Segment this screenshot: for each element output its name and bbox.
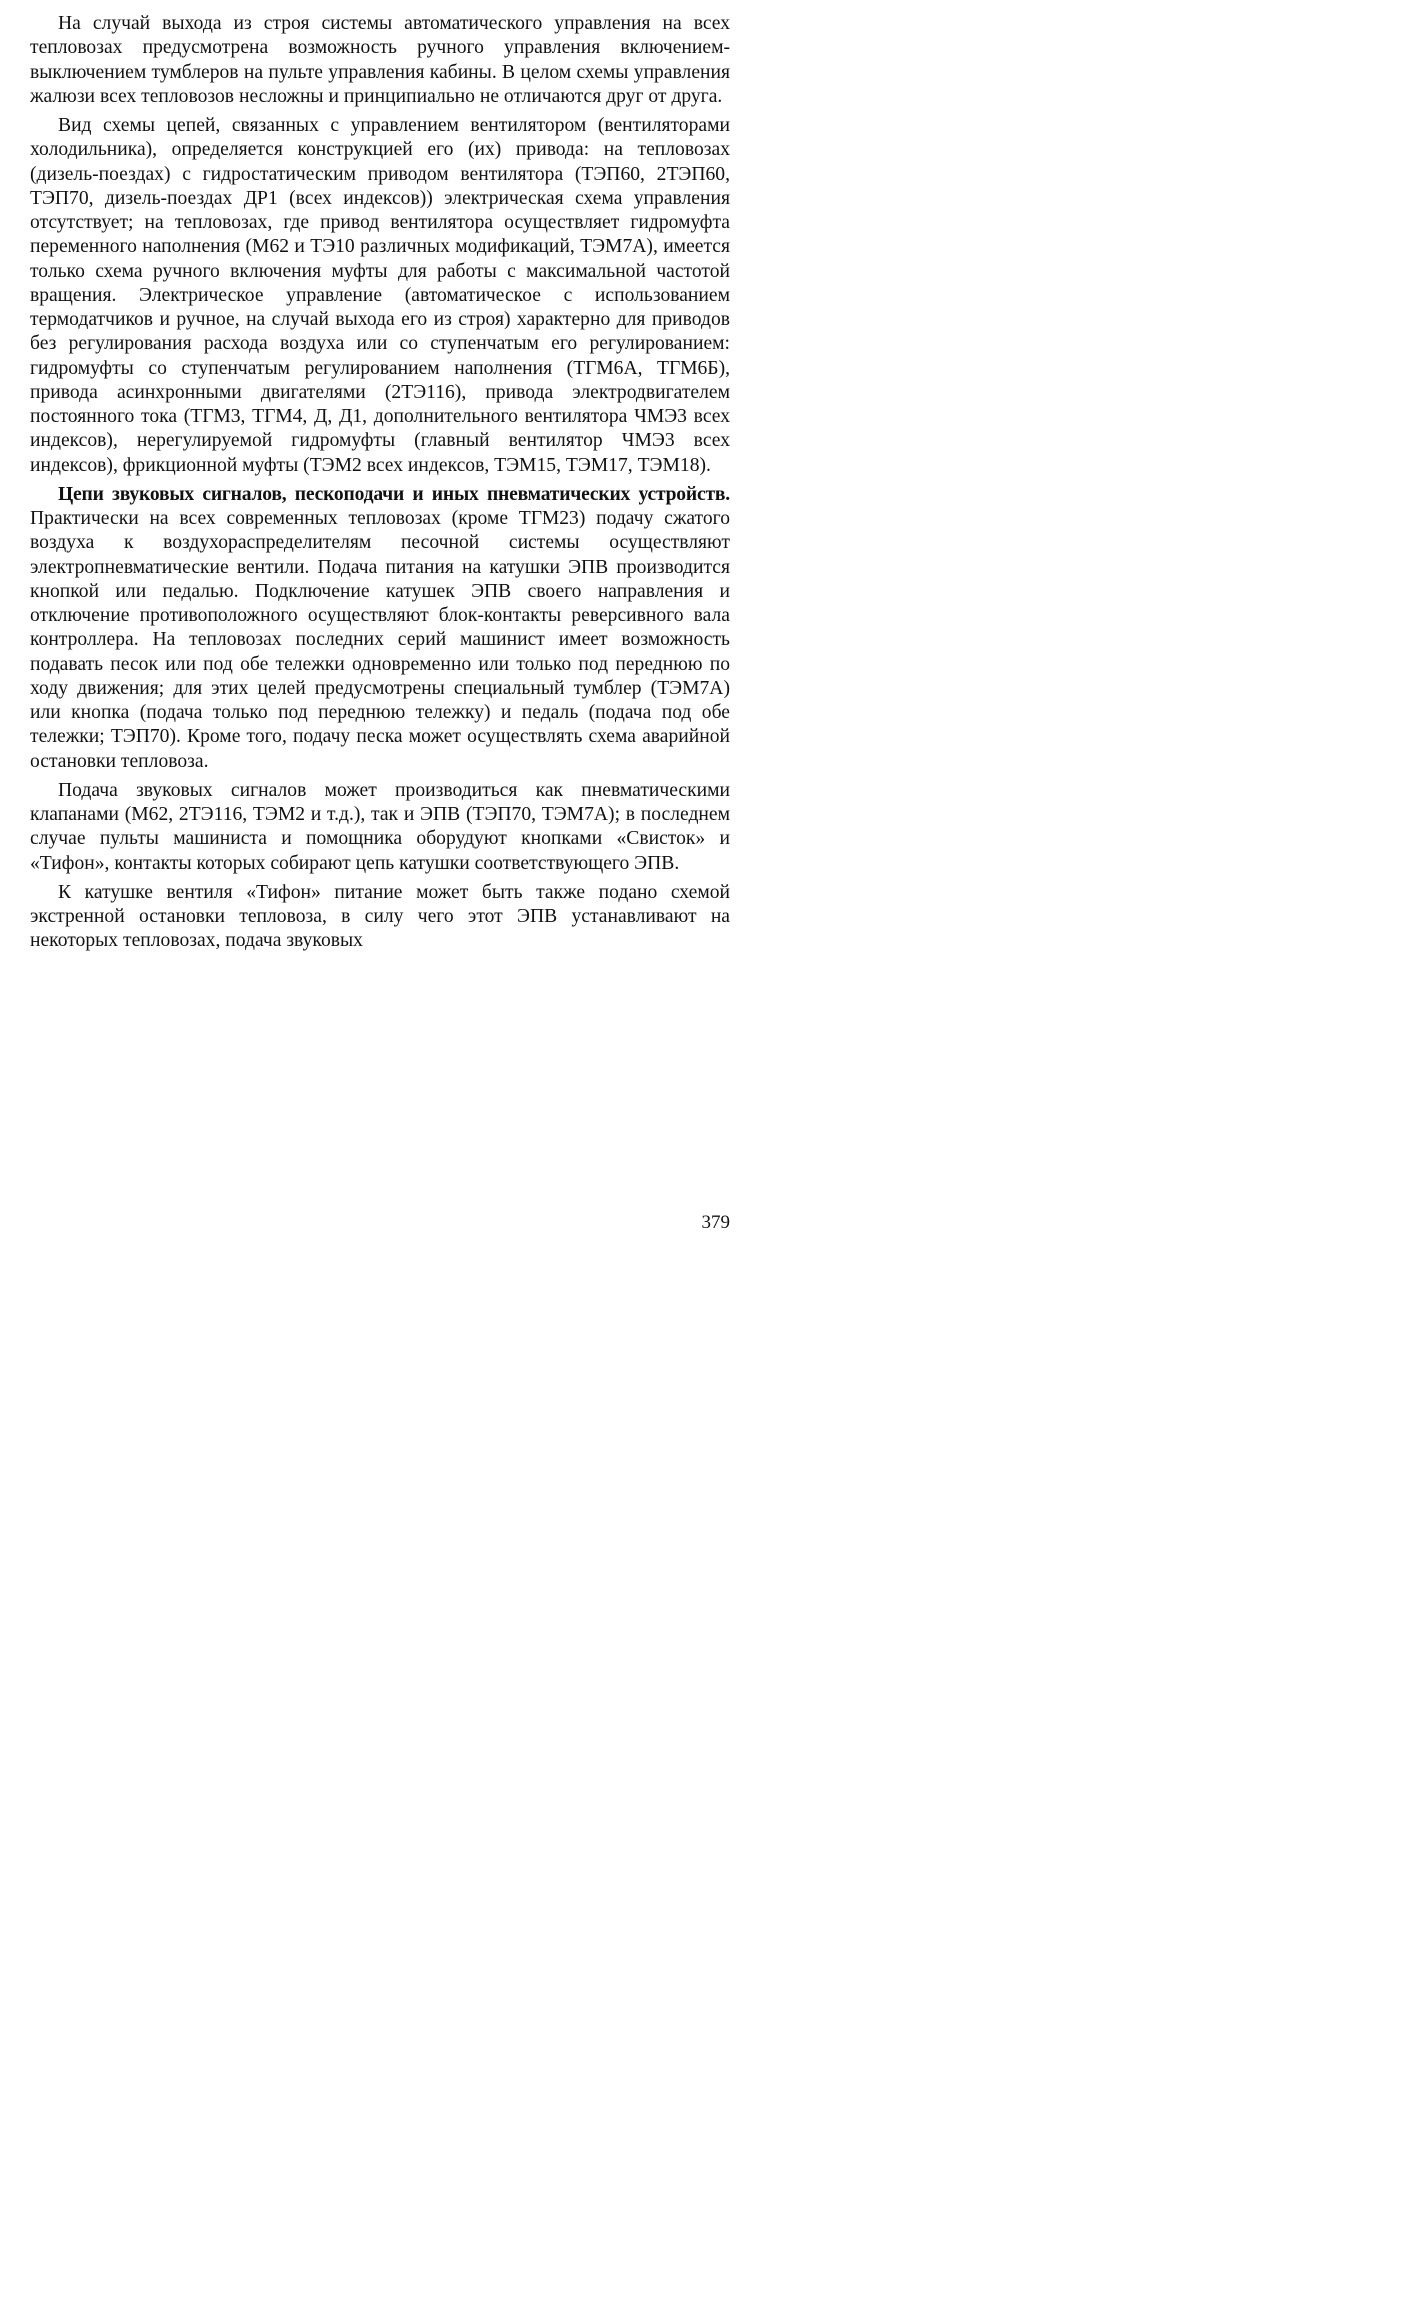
section-heading: Цепи звуковых сигналов, пескоподачи и иных пневматических устройств. bbox=[58, 483, 730, 505]
book-page bbox=[30, 12, 730, 1242]
paragraph-tifon-valve: К катушке вентиля «Тифон» питание может быть также подано схемой экстренной остановки тепловоза, в силу чего этот ЭПВ устанавливают на некоторых тепловозах, подача звуковых bbox=[30, 881, 730, 952]
paragraph-fan-control: Вид схемы цепей, связанных с управлением вентилятором (вентиляторами холодильника), определяется конструкцией его (их) привода: на тепловозах (дизель-поездах) с гидростатическим приводом вентилятора (ТЭП60, 2ТЭП60, ТЭП70, дизель-поездах ДР1 (всех индексов)) электрическая схема управления отсутствует; на тепловозах, где привод вентилятора осуществляет гидромуфта переменного наполнения (М62 и ТЭ10 различных модификаций, ТЭМ7А), имеется только схема ручного включения муфты для работы с максимальной частотой вращения. Электрическое управление (автоматическое с использованием термодатчиков и ручное, на случай выхода его из строя) характерно для приводов без регулирования расхода воздуха или со ступенчатым его регулированием: гидромуфты со ступенчатым регулированием наполнения (ТГМ6А, ТГМ6Б), привода асинхронными двигателями (2ТЭ116), привода электродвигателем постоянного тока (ТГМ3, ТГМ4, Д, Д1, дополнительного вентилятора ЧМЭ3 всех индексов), нерегулируемой гидромуфты (главный вентилятор ЧМЭ3 всех индексов), фрикционной муфты (ТЭМ2 всех индексов, ТЭМ15, ТЭМ17, ТЭМ18). bbox=[30, 115, 730, 476]
paragraph-sound-signals: Подача звуковых сигналов может производиться как пневматическими клапанами (М62, 2ТЭ116, ТЭМ2 и т.д.), так и ЭПВ (ТЭП70, ТЭМ7А); в последнем случае пульты машиниста и помощника оборудуют кнопками «Свисток» и «Тифон», контакты которых собирают цепь катушки соответствующего ЭПВ. bbox=[30, 779, 730, 874]
paragraph-shutter-control: На случай выхода из строя системы автоматического управления на всех тепловозах предусмотрена возможность ручного управления включением-выключением тумблеров на пульте управления кабины. В целом схемы управления жалюзи всех тепловозов несложны и принципиально не отличаются друг от друга. bbox=[30, 13, 730, 107]
page-number: 379 bbox=[701, 1212, 730, 1233]
paragraph-signal-circuits-text: Практически на всех современных тепловозах (кроме ТГМ23) подачу сжатого воздуха к воздухораспределителям песочной системы осуществляют электропневматические вентили. Подача питания на катушки ЭПВ производится кнопкой или педалью. Подключение катушек ЭПВ своего направления и отключение противоположного осуществляют блок-контакты реверсивного вала контроллера. На тепловозах последних серий машинист имеет возможность подавать песок или под обе тележки одновременно или только под переднюю по ходу движения; для этих целей предусмотрены специальный тумблер (ТЭМ7А) или кнопка (подача только под переднюю тележку) и педаль (подача под обе тележки; ТЭП70). Кроме того, подачу песка может осуществлять схема аварийной остановки тепловоза. bbox=[30, 508, 730, 772]
paragraph-signal-circuits bbox=[30, 483, 730, 774]
